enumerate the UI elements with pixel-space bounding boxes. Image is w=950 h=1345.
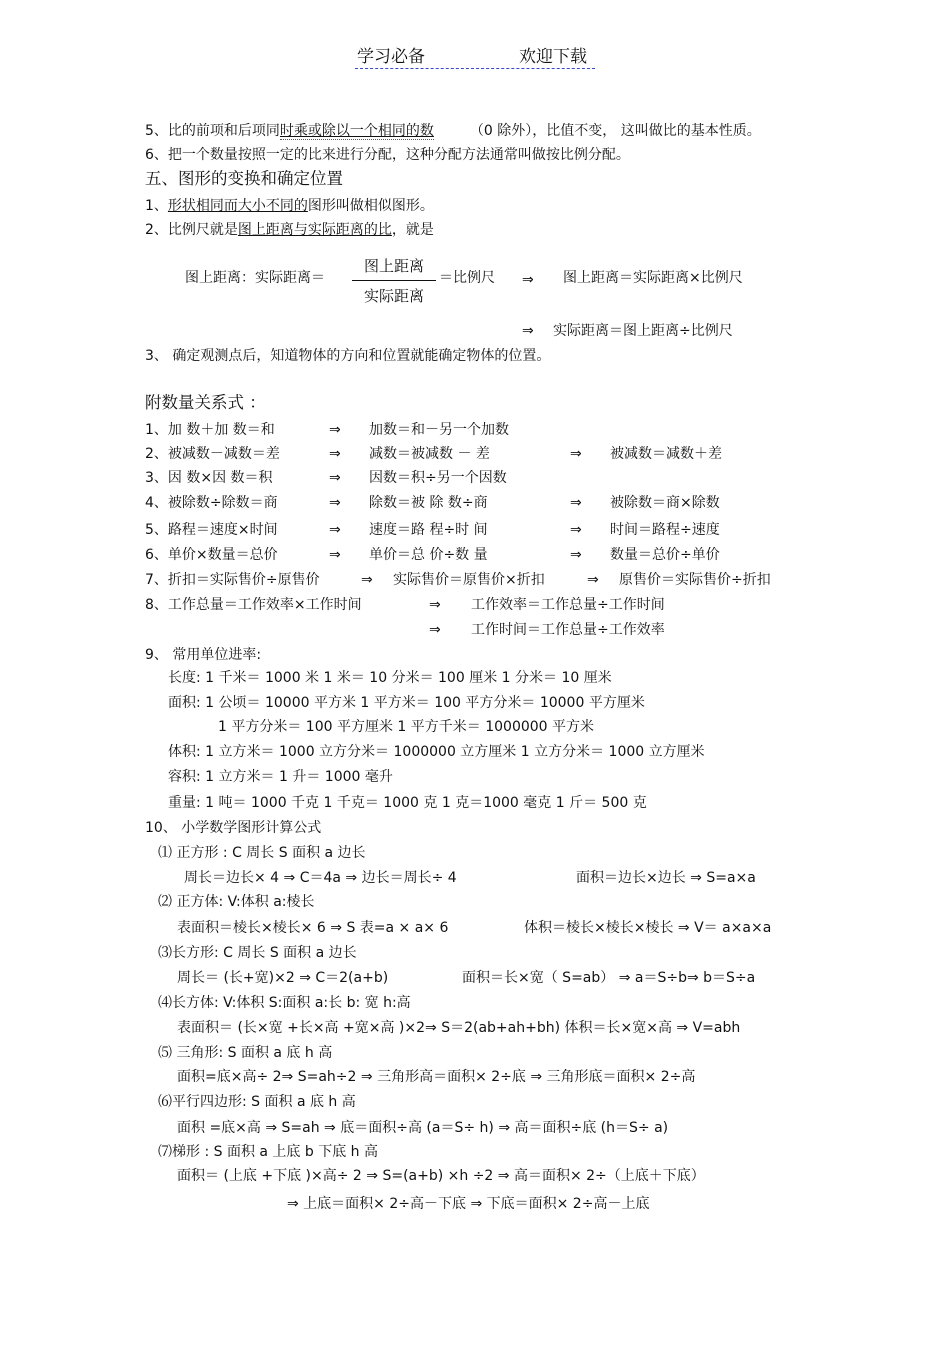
shape-rectangle: ⑶长方形: C 周长 S 面积 a 边长 bbox=[158, 945, 357, 961]
units-area-1: 面积: 1 公顷＝ 10000 平方米 1 平方米＝ 100 平方分米＝ 10000 平方厘米 bbox=[168, 695, 645, 711]
formula-result-1: 图上距离＝实际距离×比例尺 bbox=[563, 270, 743, 286]
relation-row-3: 3、因 数×因 数＝积 bbox=[145, 470, 273, 486]
units-area-2: 1 平方分米＝ 100 平方厘米 1 平方千米＝ 1000000 平方米 bbox=[218, 719, 595, 735]
arrow-icon: ⇒ bbox=[522, 323, 534, 339]
relation-row-2-c: 被减数＝减数＋差 bbox=[610, 446, 722, 462]
rule-6: 6、把一个数量按照一定的比来进行分配，这种分配方法通常叫做按比例分配。 bbox=[145, 147, 630, 163]
arrow-icon: ⇒ bbox=[329, 422, 341, 438]
shapes-title: 10、 小学数学图形计算公式 bbox=[145, 820, 322, 836]
relation-row-8-c: 工作时间＝工作总量÷工作效率 bbox=[471, 622, 665, 638]
shape-trapezoid: ⑺梯形 : S 面积 a 上底 b 下底 h 高 bbox=[158, 1144, 378, 1160]
arrow-icon: ⇒ bbox=[361, 572, 373, 588]
arrow-icon: ⇒ bbox=[329, 547, 341, 563]
relation-row-4: 4、被除数÷除数＝商 bbox=[145, 495, 278, 511]
fraction-numerator: 图上距离 bbox=[352, 255, 436, 281]
shape-cuboid-formula: 表面积＝ (长×宽 +长×高 +宽×高 )×2⇒ S＝2(ab+ah+bh) 体积＝长×宽×高 ⇒ V=abh bbox=[177, 1020, 741, 1036]
formula-eq: ＝比例尺 bbox=[439, 270, 495, 286]
relation-row-6: 6、单价×数量＝总价 bbox=[145, 547, 278, 563]
arrow-icon: ⇒ bbox=[570, 495, 582, 511]
relation-row-5: 5、路程＝速度×时间 bbox=[145, 522, 278, 538]
relation-row-8-b: 工作效率＝工作总量÷工作时间 bbox=[471, 597, 665, 613]
relation-row-4-c: 被除数＝商×除数 bbox=[610, 495, 720, 511]
shape-cube-surface: 表面积＝棱长×棱长× 6 ⇒ S 表=a × a× 6 bbox=[177, 920, 449, 936]
arrow-icon: ⇒ bbox=[570, 522, 582, 538]
relation-row-1: 1、加 数＋加 数＝和 bbox=[145, 422, 275, 438]
arrow-icon: ⇒ bbox=[429, 622, 441, 638]
relation-row-6-c: 数量＝总价÷单价 bbox=[610, 547, 720, 563]
relation-row-4-b: 除数＝被 除 数÷商 bbox=[369, 495, 488, 511]
page-header bbox=[355, 42, 595, 69]
arrow-icon: ⇒ bbox=[570, 547, 582, 563]
appendix-title: 附数量关系式 ： bbox=[145, 393, 266, 412]
relation-row-7: 7、折扣＝实际售价÷原售价 bbox=[145, 572, 320, 588]
arrow-icon: ⇒ bbox=[587, 572, 599, 588]
section-item-3: 3、 确定观测点后，知道物体的方向和位置就能确定物体的位置。 bbox=[145, 348, 551, 364]
section-item-1: 1、形状相同而大小不同的图形叫做相似图形。 bbox=[145, 198, 434, 214]
arrow-icon: ⇒ bbox=[329, 495, 341, 511]
shape-rectangle-area: 面积＝长×宽（ S=ab） ⇒ a＝S÷b⇒ b＝S÷a bbox=[462, 970, 756, 986]
relation-row-2: 2、被减数－减数＝差 bbox=[145, 446, 280, 462]
formula-result-2: 实际距离＝图上距离÷比例尺 bbox=[553, 323, 733, 339]
arrow-icon: ⇒ bbox=[329, 522, 341, 538]
section-item-2: 2、比例尺就是图上距离与实际距离的比，就是 bbox=[145, 222, 434, 238]
formula-left: 图上距离：实际距离＝ bbox=[185, 270, 325, 286]
units-length: 长度: 1 千米＝ 1000 米 1 米＝ 10 分米＝ 100 厘米 1 分米＝ 10 厘米 bbox=[168, 670, 612, 686]
header-right: 欢迎下载 bbox=[519, 47, 587, 67]
shape-cuboid: ⑷长方体: V:体积 S:面积 a:长 b: 宽 h:高 bbox=[158, 995, 411, 1011]
shape-rectangle-perimeter: 周长＝ (长+宽)×2 ⇒ C＝2(a+b) bbox=[177, 970, 389, 986]
units-capacity: 容积: 1 立方米＝ 1 升＝ 1000 毫升 bbox=[168, 769, 393, 785]
relation-row-1-b: 加数＝和－另一个加数 bbox=[369, 422, 509, 438]
section-title: 五、图形的变换和确定位置 bbox=[145, 169, 343, 188]
arrow-icon: ⇒ bbox=[570, 446, 582, 462]
header-left: 学习必备 bbox=[357, 47, 425, 67]
arrow-icon: ⇒ bbox=[522, 272, 534, 288]
shape-parallelogram-formula: 面积 =底×高 ⇒ S=ah ⇒ 底＝面积÷高 (a＝S÷ h) ⇒ 高＝面积÷底 (h＝S÷ a) bbox=[177, 1120, 669, 1136]
relation-row-5-c: 时间＝路程÷速度 bbox=[610, 522, 720, 538]
arrow-icon: ⇒ bbox=[329, 446, 341, 462]
shape-trapezoid-formula: 面积＝ (上底 +下底 )×高÷ 2 ⇒ S=(a+b) ×h ÷2 ⇒ 高＝面积× 2÷（上底＋下底） bbox=[177, 1168, 705, 1184]
relation-row-7-b: 实际售价＝原售价×折扣 bbox=[393, 572, 545, 588]
arrow-icon: ⇒ bbox=[329, 470, 341, 486]
shape-square-area: 面积＝边长×边长 ⇒ S=a×a bbox=[576, 870, 756, 886]
shape-cube-volume: 体积＝棱长×棱长×棱长 ⇒ V＝ a×a×a bbox=[524, 920, 772, 936]
units-weight: 重量: 1 吨＝ 1000 千克 1 千克＝ 1000 克 1 克＝1000 毫克 1 斤＝ 500 克 bbox=[168, 795, 647, 811]
relation-row-6-b: 单价＝总 价÷数 量 bbox=[369, 547, 488, 563]
relation-row-3-b: 因数＝积÷另一个因数 bbox=[369, 470, 507, 486]
fraction bbox=[352, 255, 436, 306]
shape-square-perimeter: 周长＝边长× 4 ⇒ C＝4a ⇒ 边长＝周长÷ 4 bbox=[184, 870, 457, 886]
shape-square: ⑴ 正方形 : C 周长 S 面积 a 边长 bbox=[158, 845, 366, 861]
shape-parallelogram: ⑹平行四边形: S 面积 a 底 h 高 bbox=[158, 1094, 356, 1110]
shape-trapezoid-formula-2: ⇒ 上底＝面积× 2÷高－下底 ⇒ 下底＝面积× 2÷高－上底 bbox=[287, 1196, 650, 1212]
shape-cube: ⑵ 正方体: V:体积 a:棱长 bbox=[158, 894, 315, 910]
fraction-denominator: 实际距离 bbox=[363, 287, 424, 305]
arrow-icon: ⇒ bbox=[429, 597, 441, 613]
relation-row-8: 8、工作总量＝工作效率×工作时间 bbox=[145, 597, 362, 613]
shape-triangle: ⑸ 三角形: S 面积 a 底 h 高 bbox=[158, 1045, 333, 1061]
units-volume: 体积: 1 立方米＝ 1000 立方分米＝ 1000000 立方厘米 1 立方分米＝ 1000 立方厘米 bbox=[168, 744, 705, 760]
relation-row-7-c: 原售价＝实际售价÷折扣 bbox=[619, 572, 771, 588]
relation-row-5-b: 速度＝路 程÷时 间 bbox=[369, 522, 488, 538]
underlined-text: 时乘或除以一个相同的数 bbox=[279, 123, 434, 139]
shape-triangle-formula: 面积=底×高÷ 2⇒ S=ah÷2 ⇒ 三角形高＝面积× 2÷底 ⇒ 三角形底＝面积× 2÷高 bbox=[177, 1069, 696, 1085]
units-title: 9、 常用单位进率: bbox=[145, 647, 262, 663]
relation-row-2-b: 减数＝被减数 － 差 bbox=[369, 446, 490, 462]
rule-5: 5、比的前项和后项同时乘或除以一个相同的数 （0 除外），比值不变， 这叫做比的基本性质。 bbox=[145, 123, 761, 139]
